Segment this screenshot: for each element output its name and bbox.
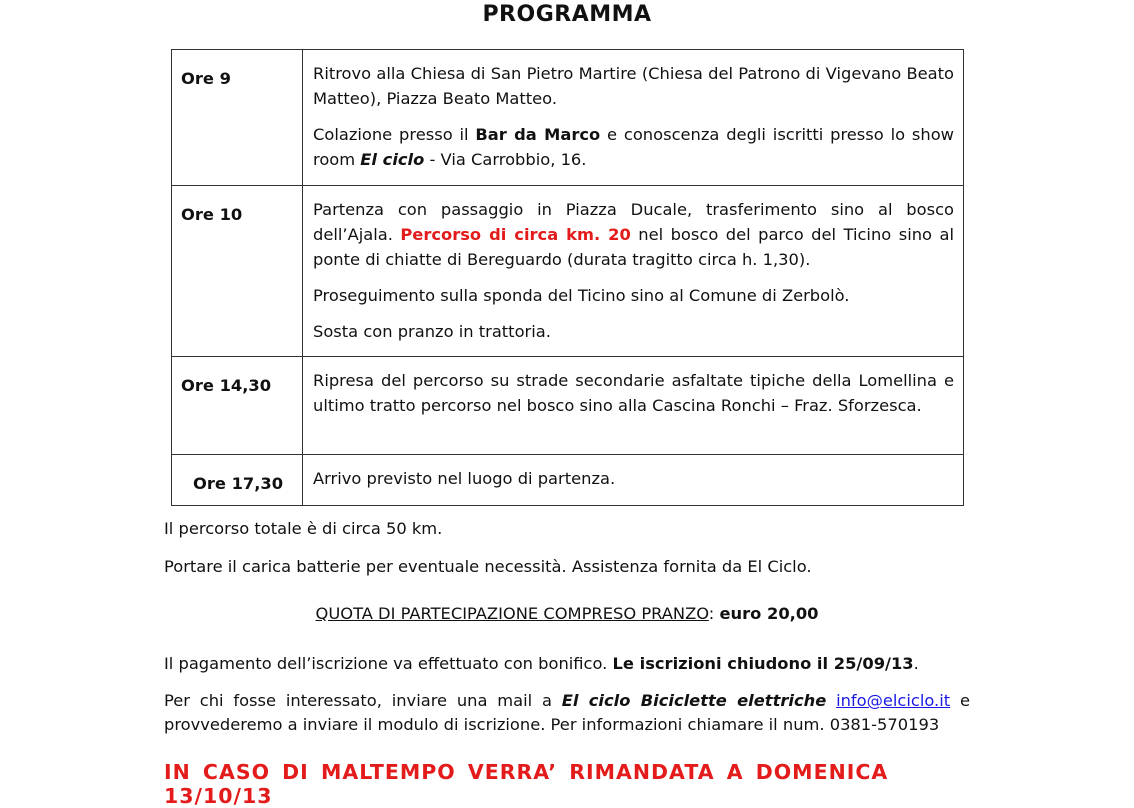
weather-warning: IN CASO DI MALTEMPO VERRA’ RIMANDATA A DOMENICA 13/10/13 [164, 760, 889, 808]
table-row [172, 357, 964, 455]
description-paragraph: Arrivo previsto nel luogo di partenza. [313, 469, 616, 488]
table-row [172, 50, 964, 186]
time-cell: Ore 17,30 [172, 455, 303, 506]
bar-name: Bar da Marco [475, 125, 601, 144]
description-paragraph: Sosta con pranzo in trattoria. [313, 322, 551, 341]
deadline-text: Le iscrizioni chiudono il 25/09/13 [612, 654, 914, 673]
text-run: nel bosco del parco del Ticino sino al ponte di chiatte di Bereguardo (durata tragitto circa h. 1,30). [313, 225, 954, 269]
quota-label: QUOTA DI PARTECIPAZIONE COMPRESO PRANZO [315, 604, 709, 623]
text-run: e conoscenza degli iscritti presso lo show room [313, 125, 954, 169]
description-paragraph: Proseguimento sulla sponda del Ticino sino al Comune di Zerbolò. [313, 286, 850, 305]
description-cell [303, 50, 964, 186]
total-distance-note: Il percorso totale è di circa 50 km. [164, 519, 443, 538]
time-cell: Ore 14,30 [172, 357, 303, 455]
description-paragraph [313, 122, 954, 172]
quota-line [164, 602, 970, 626]
text-run: Il pagamento dell’iscrizione va effettuato con bonifico. [164, 654, 613, 673]
text-run: Partenza con passaggio in Piazza Ducale, trasferimento sino al bosco dell’Ajala. [313, 200, 954, 244]
description-paragraph: Ritrovo alla Chiesa di San Pietro Martire (Chiesa del Patrono di Vigevano Beato Matteo), Piazza Beato Matteo. [313, 64, 954, 108]
text-run [826, 691, 836, 710]
page-title: PROGRAMMA [482, 2, 652, 27]
description-cell [303, 455, 964, 506]
time-cell: Ore 9 [172, 50, 303, 186]
description-paragraph: Ripresa del percorso su strade secondarie asfaltate tipiche della Lomellina e ultimo tratto percorso nel bosco sino alla Cascina Ronchi – Fraz. Sforzesca. [313, 371, 954, 415]
payment-note [164, 652, 970, 676]
text-run: . [913, 654, 919, 673]
route-highlight: Percorso di circa km. 20 [400, 225, 631, 244]
description-cell [303, 357, 964, 455]
schedule-table [171, 49, 964, 506]
charger-note: Portare il carica batterie per eventuale necessità. Assistenza fornita da El Ciclo. [164, 557, 812, 576]
table-row [172, 186, 964, 357]
shop-name: El ciclo [360, 150, 425, 169]
quota-value: euro 20,00 [719, 604, 819, 623]
text-run: e provvederemo a inviare il modulo di iscrizione. Per informazioni chiamare il num. 0381-570193 [164, 691, 970, 734]
description-paragraph [313, 197, 954, 272]
text-run: Colazione presso il [313, 125, 476, 144]
text-run: - Via Carrobbio, 16. [424, 150, 587, 169]
quota-separator: : [708, 604, 720, 623]
contact-note [164, 689, 970, 737]
company-name: El ciclo Biciclette elettriche [561, 691, 827, 710]
description-cell [303, 186, 964, 357]
time-cell: Ore 10 [172, 186, 303, 357]
table-row [172, 455, 964, 506]
email-link[interactable]: info@elciclo.it [836, 691, 951, 710]
text-run: Per chi fosse interessato, inviare una mail a [164, 691, 562, 710]
